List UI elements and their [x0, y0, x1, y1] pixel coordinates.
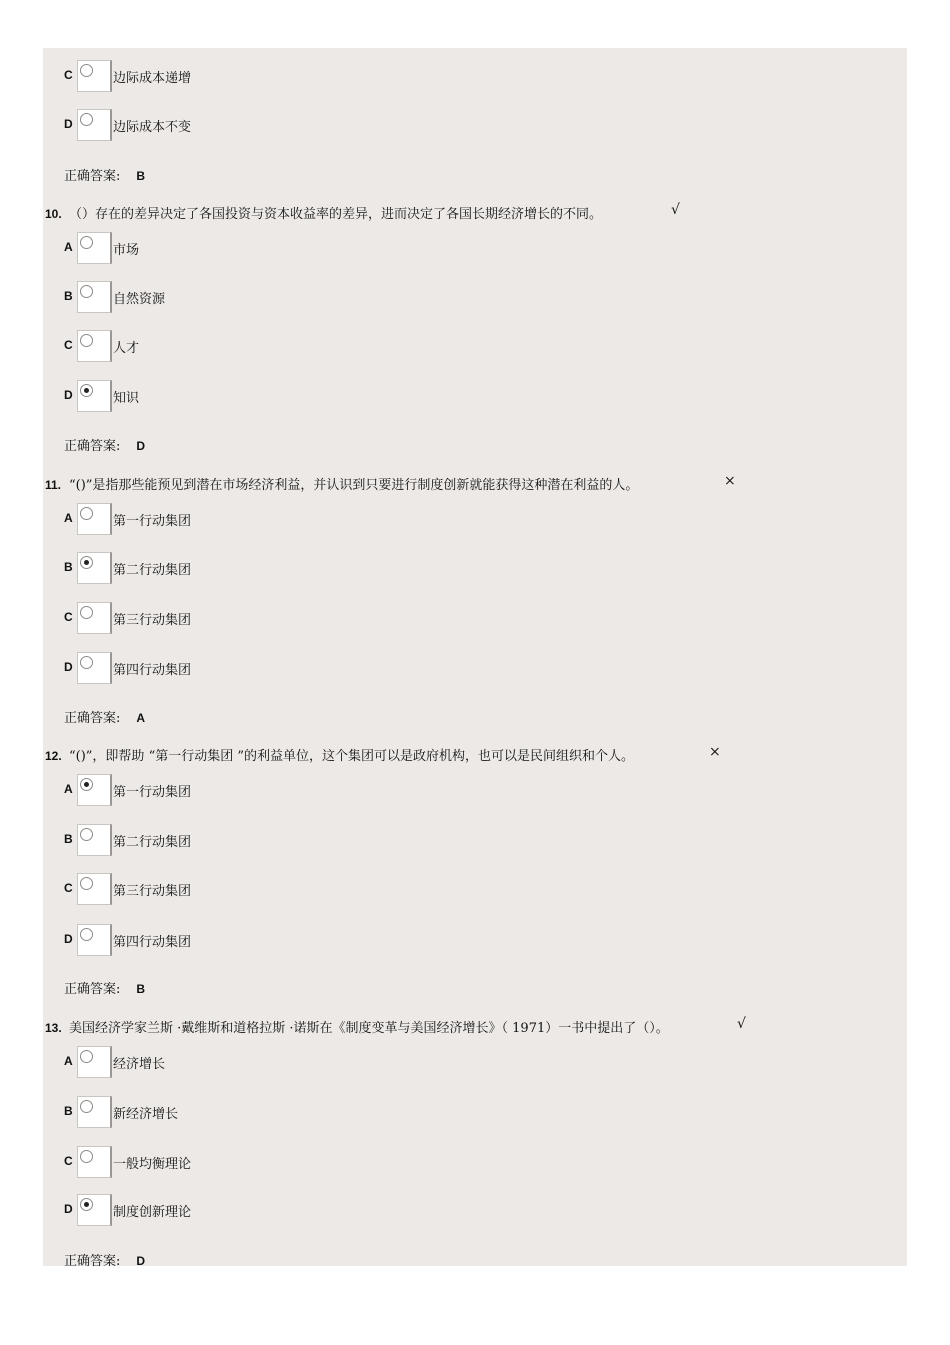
option-row[interactable] — [43, 873, 907, 907]
radio-button[interactable] — [80, 285, 93, 298]
radio-button[interactable] — [80, 1100, 93, 1113]
option-row[interactable] — [43, 380, 907, 414]
option-label: 边际成本递增 — [113, 71, 192, 86]
option-letter: B — [64, 560, 73, 574]
option-letter: A — [64, 782, 73, 796]
correct-answer — [64, 435, 145, 454]
radio-button-selected[interactable] — [80, 384, 93, 397]
option-letter: C — [64, 610, 73, 624]
question-number: 10. — [45, 207, 62, 221]
option-row[interactable] — [43, 281, 907, 315]
option-letter: C — [64, 68, 73, 82]
question-stem: 美国经济学家兰斯 ·戴维斯和道格拉斯 ·诺斯在《制度变革与美国经济增长》（ 1971）一书中提出了（）。 — [69, 1021, 669, 1036]
radio-button[interactable] — [80, 236, 93, 249]
correct-mark-icon: √ — [671, 202, 680, 218]
radio-box[interactable] — [77, 232, 112, 264]
option-row[interactable] — [43, 60, 907, 94]
radio-button[interactable] — [80, 334, 93, 347]
option-label: 第一行动集团 — [113, 785, 192, 800]
option-letter: C — [64, 881, 73, 895]
answer-value: B — [136, 982, 146, 996]
radio-button[interactable] — [80, 1150, 93, 1163]
wrong-mark-icon: × — [724, 473, 736, 489]
option-label: 第三行动集团 — [113, 884, 192, 899]
correct-answer — [64, 978, 145, 997]
radio-box[interactable] — [77, 281, 112, 313]
option-row[interactable] — [43, 109, 907, 143]
correct-answer — [64, 707, 145, 726]
option-row[interactable] — [43, 1046, 907, 1080]
quiz-panel — [43, 48, 907, 1269]
option-label: 第二行动集团 — [113, 563, 192, 578]
correct-answer — [64, 1250, 145, 1269]
radio-box[interactable] — [77, 330, 112, 362]
question-stem: “()”是指那些能预见到潜在市场经济利益，并认识到只要进行制度创新就能获得这种潜在利益的人。 — [69, 478, 639, 493]
radio-box[interactable] — [77, 380, 112, 412]
option-label: 第一行动集团 — [113, 514, 192, 529]
option-label: 知识 — [113, 391, 140, 406]
option-row[interactable] — [43, 1194, 907, 1228]
option-row[interactable] — [43, 602, 907, 636]
answer-label: 正确答案: — [64, 169, 121, 184]
radio-button[interactable] — [80, 828, 93, 841]
radio-button[interactable] — [80, 877, 93, 890]
radio-box[interactable] — [77, 824, 112, 856]
option-label: 制度创新理论 — [113, 1205, 192, 1220]
radio-button[interactable] — [80, 113, 93, 126]
option-row[interactable] — [43, 924, 907, 958]
radio-button-selected[interactable] — [80, 778, 93, 791]
question-text — [45, 203, 602, 222]
option-label: 第二行动集团 — [113, 835, 192, 850]
option-label: 边际成本不变 — [113, 120, 192, 135]
option-letter: A — [64, 240, 73, 254]
option-letter: B — [64, 289, 73, 303]
radio-box[interactable] — [77, 60, 112, 92]
correct-mark-icon: √ — [737, 1016, 746, 1032]
option-row[interactable] — [43, 232, 907, 266]
radio-box[interactable] — [77, 552, 112, 584]
option-letter: A — [64, 511, 73, 525]
question-stem: （）存在的差异决定了各国投资与资本收益率的差异，进而决定了各国长期经济增长的不同。 — [69, 207, 603, 222]
radio-button[interactable] — [80, 928, 93, 941]
question-text — [45, 745, 634, 764]
question-number: 11. — [45, 478, 62, 492]
option-letter: D — [64, 932, 73, 946]
radio-box[interactable] — [77, 1146, 112, 1178]
radio-box[interactable] — [77, 873, 112, 905]
radio-box[interactable] — [77, 774, 112, 806]
option-letter: B — [64, 1104, 73, 1118]
option-label: 自然资源 — [113, 292, 166, 307]
option-label: 第四行动集团 — [113, 663, 192, 678]
answer-label: 正确答案: — [64, 982, 121, 997]
option-row[interactable] — [43, 1096, 907, 1130]
option-row[interactable] — [43, 824, 907, 858]
option-row[interactable] — [43, 774, 907, 808]
option-label: 人才 — [113, 341, 140, 356]
radio-button[interactable] — [80, 656, 93, 669]
radio-box[interactable] — [77, 924, 112, 956]
option-letter: D — [64, 1202, 73, 1216]
option-label: 第四行动集团 — [113, 935, 192, 950]
option-row[interactable] — [43, 552, 907, 586]
radio-box[interactable] — [77, 652, 112, 684]
option-letter: D — [64, 660, 73, 674]
radio-button[interactable] — [80, 1050, 93, 1063]
answer-label: 正确答案: — [64, 1254, 121, 1269]
option-label: 经济增长 — [113, 1057, 166, 1072]
option-label: 市场 — [113, 243, 140, 258]
wrong-mark-icon: × — [709, 744, 721, 760]
option-row[interactable] — [43, 330, 907, 364]
question-text — [45, 1017, 669, 1036]
radio-button-selected[interactable] — [80, 556, 93, 569]
radio-box[interactable] — [77, 109, 112, 141]
question-text — [45, 474, 638, 493]
option-row[interactable] — [43, 503, 907, 537]
answer-value: A — [136, 711, 146, 725]
option-letter: A — [64, 1054, 73, 1068]
radio-button[interactable] — [80, 606, 93, 619]
question-number: 12. — [45, 749, 62, 763]
radio-box[interactable] — [77, 503, 112, 535]
radio-button[interactable] — [80, 64, 93, 77]
option-label: 一般均衡理论 — [113, 1157, 192, 1172]
option-label: 新经济增长 — [113, 1107, 179, 1122]
radio-button-selected[interactable] — [80, 1198, 93, 1211]
option-letter: B — [64, 832, 73, 846]
question-stem: “()”，即帮助 “第一行动集团 ”的利益单位，这个集团可以是政府机构，也可以是民间组织和个人。 — [69, 749, 634, 764]
option-letter: D — [64, 117, 73, 131]
question-number: 13. — [45, 1021, 62, 1035]
radio-box[interactable] — [77, 1096, 112, 1128]
answer-label: 正确答案: — [64, 439, 121, 454]
radio-box[interactable] — [77, 1046, 112, 1078]
answer-label: 正确答案: — [64, 711, 121, 726]
answer-value: B — [136, 169, 146, 183]
option-letter: C — [64, 338, 73, 352]
radio-box[interactable] — [77, 1194, 112, 1226]
answer-value: D — [136, 439, 146, 453]
option-label: 第三行动集团 — [113, 613, 192, 628]
radio-button[interactable] — [80, 507, 93, 520]
option-row[interactable] — [43, 1146, 907, 1180]
option-letter: C — [64, 1154, 73, 1168]
radio-box[interactable] — [77, 602, 112, 634]
correct-answer — [64, 165, 145, 184]
option-letter: D — [64, 388, 73, 402]
option-row[interactable] — [43, 652, 907, 686]
answer-value: D — [136, 1254, 146, 1268]
